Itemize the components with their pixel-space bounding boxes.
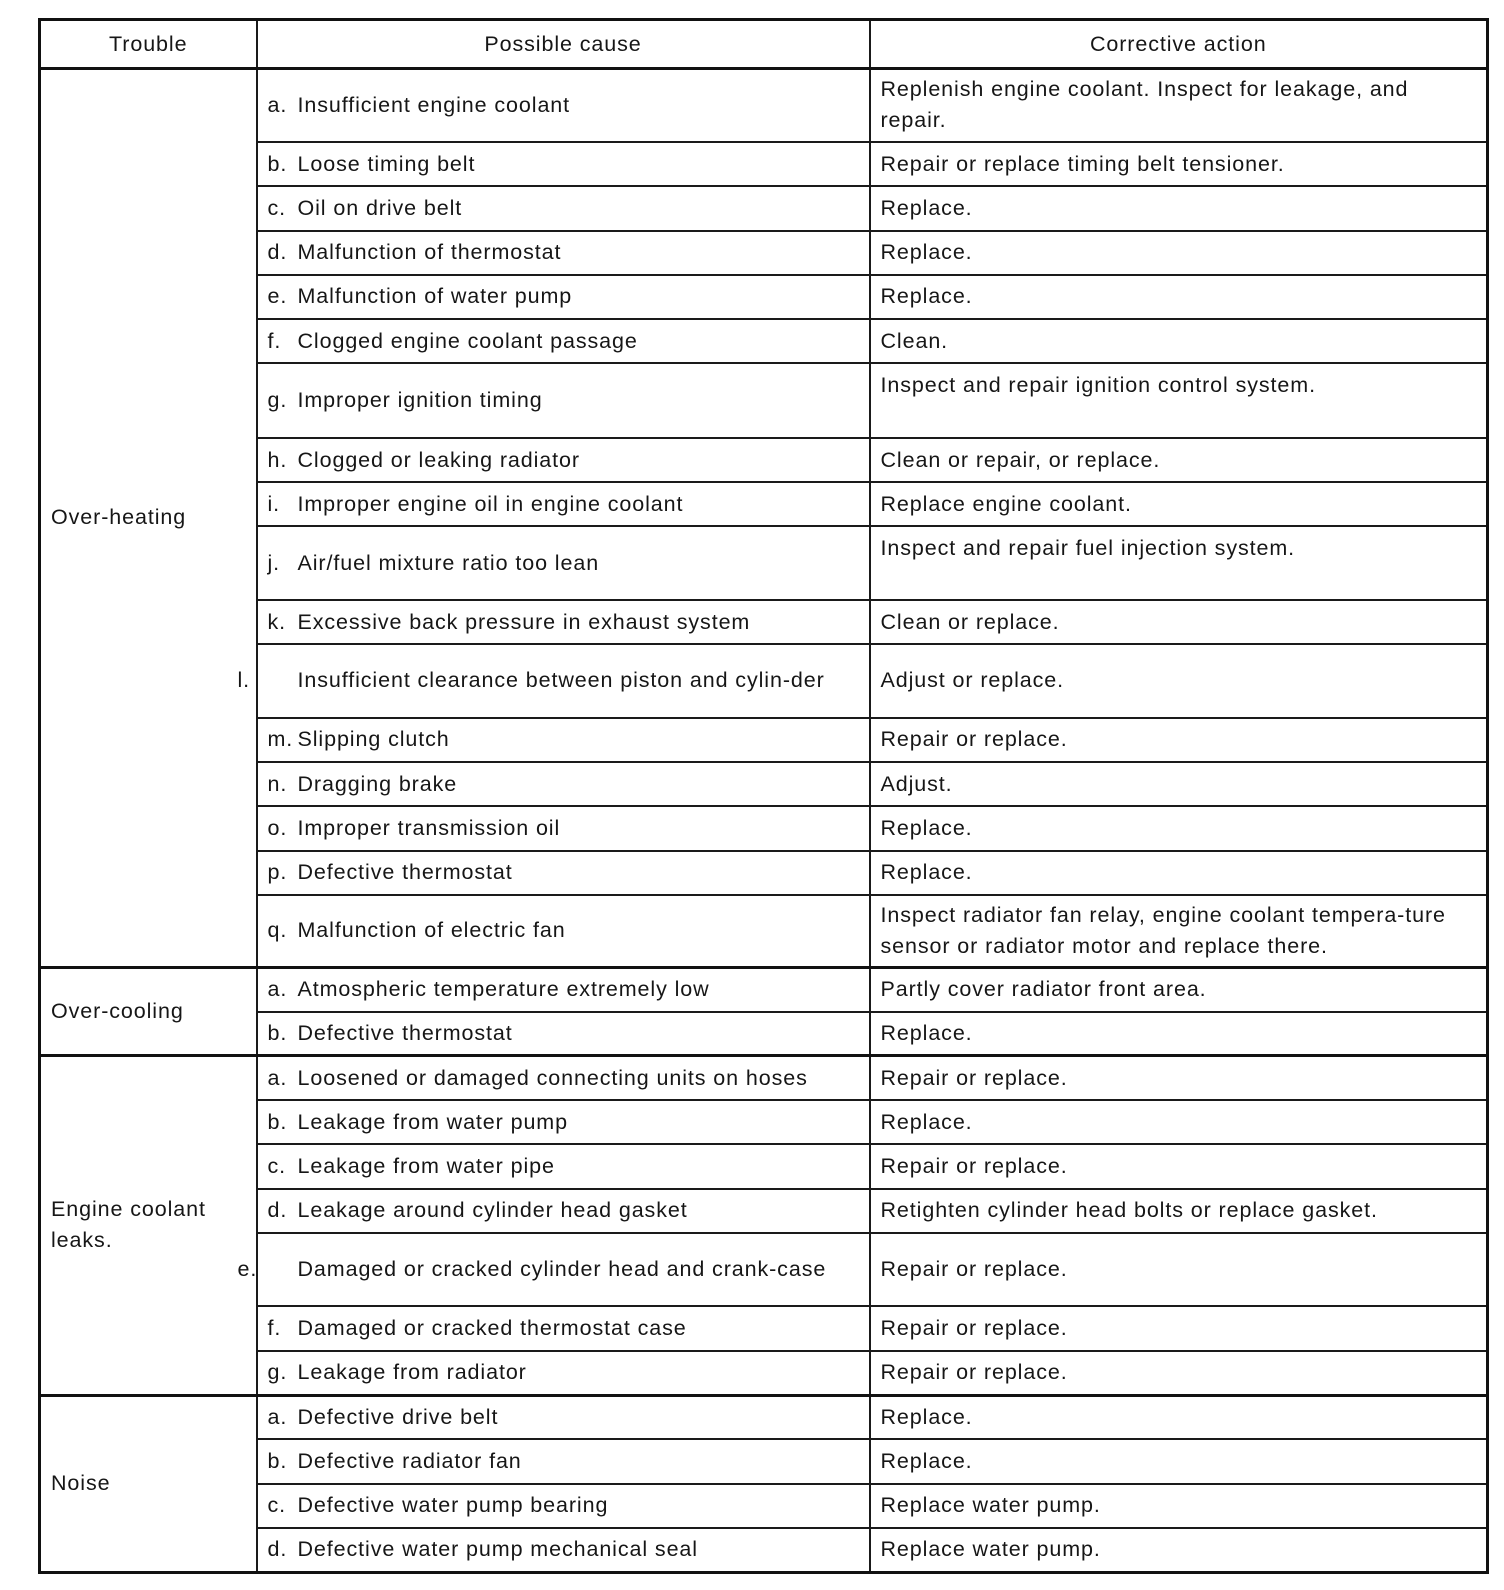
item-label: k. (267, 609, 287, 634)
cause-text: Clogged engine coolant passage (297, 328, 638, 353)
cause-text: Loose timing belt (297, 151, 476, 176)
table-row (40, 1100, 1488, 1144)
cause-cell (257, 1144, 870, 1188)
table-row (40, 186, 1488, 230)
cause-text: Leakage from water pipe (297, 1154, 555, 1179)
table-row (40, 967, 1488, 1011)
cause-cell (257, 186, 870, 230)
cause-cell (257, 231, 870, 275)
item-label: a. (267, 92, 288, 117)
action-cell: Clean or replace. (870, 600, 1488, 644)
table-row (40, 482, 1488, 526)
cause-cell (257, 851, 870, 895)
cause-text: Atmospheric temperature extremely low (297, 977, 710, 1002)
item-label: d. (267, 240, 288, 265)
table-row (40, 231, 1488, 275)
cause-text: Clogged or leaking radiator (297, 447, 580, 472)
trouble-over-cooling: Over-cooling (40, 967, 257, 1056)
cause-cell (257, 1395, 870, 1439)
cause-cell (257, 1306, 870, 1350)
item-label: j. (267, 550, 281, 575)
action-cell: Replace. (870, 851, 1488, 895)
action-cell: Adjust. (870, 762, 1488, 806)
cause-cell (257, 1484, 870, 1528)
cause-cell (257, 718, 870, 762)
cause-cell (257, 69, 870, 142)
item-label: b. (267, 151, 288, 176)
item-label: g. (267, 388, 288, 413)
cause-text: Leakage around cylinder head gasket (297, 1198, 688, 1223)
cause-cell (257, 319, 870, 363)
cause-cell (257, 1439, 870, 1483)
cause-cell (257, 1351, 870, 1395)
table-row (40, 69, 1488, 142)
table-row (40, 142, 1488, 186)
action-cell: Inspect radiator fan relay, engine coolant tempera-ture sensor or radiator motor and replace there. (870, 895, 1488, 967)
cause-cell (257, 600, 870, 644)
cause-cell (257, 526, 870, 599)
item-label: f. (267, 1316, 282, 1341)
table-row (40, 600, 1488, 644)
cause-cell (257, 1189, 870, 1233)
item-label: b. (267, 1020, 288, 1045)
cause-text: Excessive back pressure in exhaust system (297, 609, 751, 634)
action-cell: Replace. (870, 806, 1488, 850)
table-row (40, 1056, 1488, 1100)
cause-text: Oil on drive belt (297, 195, 463, 220)
cause-text: Defective water pump bearing (297, 1493, 609, 1518)
cause-text: Leakage from water pump (297, 1109, 568, 1134)
item-label: c. (267, 1154, 287, 1179)
item-label: l. (237, 668, 251, 693)
cause-text: Damaged or cracked cylinder head and crank-case (297, 1257, 827, 1282)
item-label: e. (237, 1257, 258, 1282)
table-row (40, 319, 1488, 363)
cause-text: Malfunction of water pump (297, 284, 573, 309)
item-label: c. (267, 195, 287, 220)
action-cell: Repair or replace. (870, 1144, 1488, 1188)
table-row (40, 1012, 1488, 1056)
cause-text: Defective drive belt (297, 1404, 499, 1429)
action-cell: Inspect and repair ignition control system. (870, 363, 1488, 437)
cause-cell (257, 1528, 870, 1573)
action-cell: Repair or replace. (870, 718, 1488, 762)
cause-cell (257, 806, 870, 850)
item-label: d. (267, 1537, 288, 1562)
action-cell: Repair or replace timing belt tensioner. (870, 142, 1488, 186)
item-label: a. (267, 1065, 288, 1090)
cause-cell (257, 482, 870, 526)
table-row (40, 363, 1488, 437)
action-cell: Partly cover radiator front area. (870, 967, 1488, 1011)
item-label: m. (267, 727, 294, 752)
action-cell: Clean or repair, or replace. (870, 438, 1488, 482)
table-row (40, 438, 1488, 482)
table-row (40, 1484, 1488, 1528)
action-cell: Replace. (870, 1439, 1488, 1483)
cause-cell (257, 363, 870, 437)
item-label: f. (267, 328, 282, 353)
cause-text: Improper transmission oil (297, 815, 561, 840)
item-label: o. (267, 815, 288, 840)
action-cell: Repair or replace. (870, 1306, 1488, 1350)
cause-text: Defective thermostat (297, 1020, 513, 1045)
action-cell: Replace. (870, 186, 1488, 230)
cause-text: Defective thermostat (297, 860, 513, 885)
cause-text: Malfunction of thermostat (297, 240, 562, 265)
item-label: a. (267, 977, 288, 1002)
cause-text: Improper engine oil in engine coolant (297, 491, 684, 516)
item-label: d. (267, 1198, 288, 1223)
cause-text: Loosened or damaged connecting units on hoses (297, 1065, 808, 1090)
cause-cell (257, 895, 870, 967)
item-label: i. (267, 491, 281, 516)
troubleshooting-table (38, 18, 1489, 1574)
cause-cell (257, 1056, 870, 1100)
table-row (40, 895, 1488, 967)
item-label: c. (267, 1493, 287, 1518)
item-label: p. (267, 860, 288, 885)
cause-cell (257, 1100, 870, 1144)
header-trouble: Trouble (40, 20, 257, 69)
cause-text: Air/fuel mixture ratio too lean (297, 550, 600, 575)
item-label: h. (267, 447, 288, 472)
cause-cell (237, 644, 870, 717)
item-label: q. (267, 918, 288, 943)
cause-text: Malfunction of electric fan (297, 918, 566, 943)
action-cell: Replenish engine coolant. Inspect for leakage, and repair. (870, 69, 1488, 142)
table-row (40, 1144, 1488, 1188)
table-row (40, 526, 1488, 599)
cause-cell (257, 1012, 870, 1056)
table-row (40, 1395, 1488, 1439)
table-row (40, 1189, 1488, 1233)
action-cell: Replace. (870, 1100, 1488, 1144)
item-label: b. (267, 1109, 288, 1134)
action-cell: Retighten cylinder head bolts or replace gasket. (870, 1189, 1488, 1233)
cause-cell (257, 967, 870, 1011)
cause-cell (257, 762, 870, 806)
action-cell: Repair or replace. (870, 1351, 1488, 1395)
table-row (40, 1306, 1488, 1350)
header-row (40, 20, 1488, 69)
cause-text: Slipping clutch (297, 727, 450, 752)
table-row (40, 1351, 1488, 1395)
cause-text: Damaged or cracked thermostat case (297, 1316, 687, 1341)
trouble-over-heating: Over-heating (40, 69, 257, 968)
table-row (40, 806, 1488, 850)
cause-text: Defective radiator fan (297, 1448, 522, 1473)
action-cell: Replace engine coolant. (870, 482, 1488, 526)
cause-text: Improper ignition timing (297, 388, 543, 413)
cause-cell (257, 142, 870, 186)
trouble-noise: Noise (40, 1395, 257, 1572)
action-cell: Clean. (870, 319, 1488, 363)
cause-text: Dragging brake (297, 771, 458, 796)
table-row (40, 644, 1488, 717)
table-row (40, 851, 1488, 895)
cause-text: Defective water pump mechanical seal (297, 1537, 698, 1562)
action-cell: Adjust or replace. (870, 644, 1488, 717)
action-cell: Replace. (870, 231, 1488, 275)
table-row (40, 275, 1488, 319)
item-label: a. (267, 1404, 288, 1429)
cause-cell (257, 275, 870, 319)
action-cell: Replace water pump. (870, 1484, 1488, 1528)
action-cell: Replace. (870, 275, 1488, 319)
table-row (40, 718, 1488, 762)
cause-text: Insufficient clearance between piston and cylin-der (297, 668, 825, 693)
table-row (40, 1439, 1488, 1483)
item-label: g. (267, 1360, 288, 1385)
cause-cell (237, 1233, 870, 1306)
table-row (40, 1528, 1488, 1573)
action-cell: Repair or replace. (870, 1233, 1488, 1306)
item-label: n. (267, 771, 288, 796)
action-cell: Replace. (870, 1012, 1488, 1056)
cause-text: Insufficient engine coolant (297, 92, 571, 117)
action-cell: Inspect and repair fuel injection system. (870, 526, 1488, 599)
cause-text: Leakage from radiator (297, 1360, 527, 1385)
table-row (40, 1233, 1488, 1306)
action-cell: Replace water pump. (870, 1528, 1488, 1573)
table-row (40, 762, 1488, 806)
action-cell: Replace. (870, 1395, 1488, 1439)
trouble-engine-coolant-leaks: Engine coolant leaks. (40, 1056, 257, 1395)
action-cell: Repair or replace. (870, 1056, 1488, 1100)
item-label: e. (267, 284, 288, 309)
header-corrective-action: Corrective action (870, 20, 1488, 69)
header-possible-cause: Possible cause (257, 20, 870, 69)
item-label: b. (267, 1448, 288, 1473)
cause-cell (257, 438, 870, 482)
